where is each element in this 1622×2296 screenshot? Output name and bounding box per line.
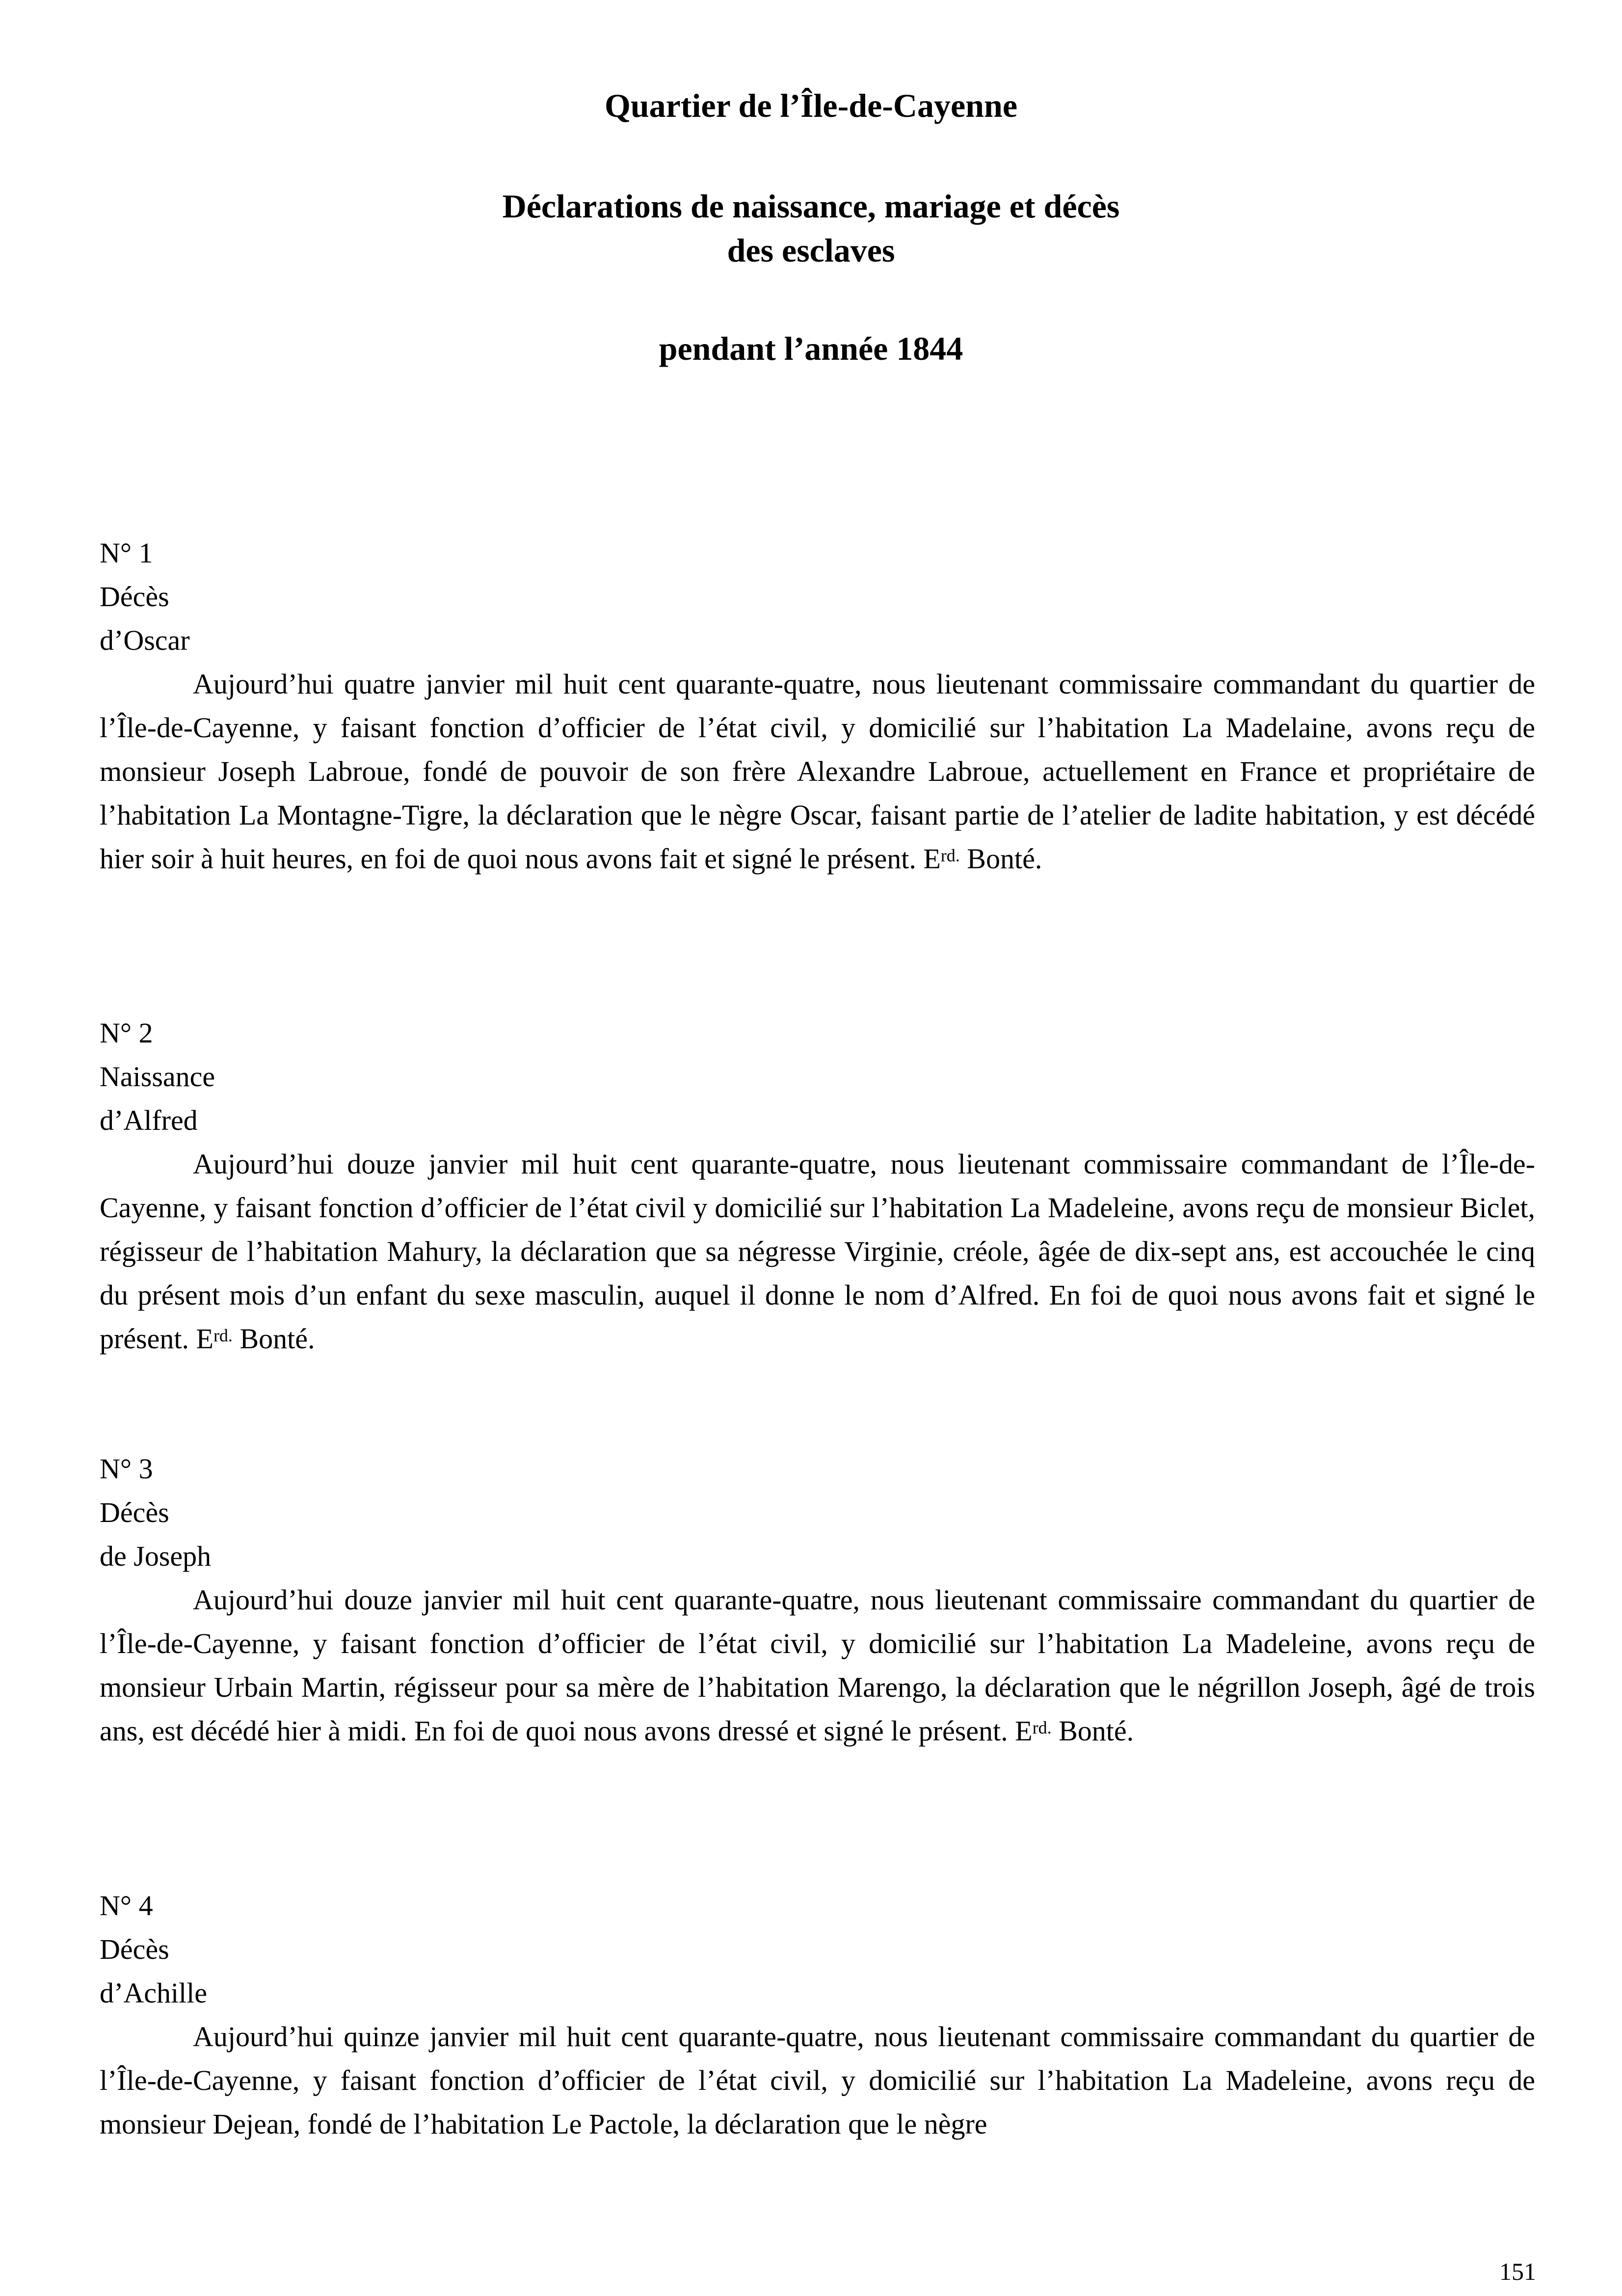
signature: [923, 843, 1042, 875]
signature-superscript: rd.: [213, 1326, 233, 1345]
entry-text: [100, 1578, 1535, 1753]
entry-name: d’Alfred: [100, 1104, 198, 1136]
entry-body: Aujourd’hui quatre janvier mil huit cent quarante-quatre, nous lieutenant commissaire commandant du quartier de l’Île-de-Cayenne, y faisant fonction d’officier de l’état civil, y domicilié sur l’habitation La Madelaine, avons reçu de monsieur Joseph Labroue, fondé de pouvoir de son frère Alexandre Labroue, actuellement en France et propriétaire de l’habitation La Montagne-Tigre, la déclaration que le nègre Oscar, faisant partie de l’atelier de ladite habitation, y est décédé hier soir à huit heures, en foi de quoi nous avons fait et signé le présent.: [100, 668, 1535, 875]
entry-2: [100, 1011, 1535, 1361]
signature-name: Bonté.: [232, 1323, 315, 1355]
entry-text: [100, 1142, 1535, 1361]
signature-superscript: rd.: [1032, 1718, 1052, 1737]
entry-type: Naissance: [100, 1061, 215, 1093]
entry-text: [100, 662, 1535, 881]
signature-initial: E: [1015, 1715, 1033, 1747]
signature: [1015, 1715, 1134, 1747]
entry-number: N° 4: [100, 1890, 153, 1922]
page-subtitle: [98, 184, 1524, 272]
entry-1: [100, 531, 1535, 881]
subtitle-line-2: des esclaves: [727, 232, 895, 269]
entry-type: Décès: [100, 581, 169, 613]
entry-number: N° 3: [100, 1453, 153, 1485]
entry-body: Aujourd’hui douze janvier mil huit cent quarante-quatre, nous lieutenant commissaire commandant du quartier de l’Île-de-Cayenne, y faisant fonction d’officier de l’état civil, y domicilié sur l’habitation La Madeleine, avons reçu de monsieur Urbain Martin, régisseur pour sa mère de l’habitation Marengo, la déclaration que le négrillon Joseph, âgé de trois ans, est décédé hier à midi. En foi de quoi nous avons dressé et signé le présent.: [100, 1584, 1535, 1747]
entry-4: [100, 1884, 1535, 2146]
signature-superscript: rd.: [940, 846, 960, 865]
signature-initial: E: [196, 1323, 213, 1355]
entry-name: d’Achille: [100, 1977, 208, 2009]
entry-body: Aujourd’hui douze janvier mil huit cent quarante-quatre, nous lieutenant commissaire commandant de l’Île-de-Cayenne, y faisant fonction d’officier de l’état civil y domicilié sur l’habitation La Madeleine, avons reçu de monsieur Biclet, régisseur de l’habitation Mahury, la déclaration que sa négresse Virginie, créole, âgée de dix-sept ans, est accouchée le cinq du présent mois d’un enfant du sexe masculin, auquel il donne le nom d’Alfred. En foi de quoi nous avons fait et signé le présent.: [100, 1148, 1535, 1355]
entry-name: de Joseph: [100, 1540, 212, 1572]
entry-3: [100, 1447, 1535, 1753]
entry-type: Décès: [100, 1933, 169, 1965]
page-title: Quartier de l’Île-de-Cayenne: [604, 87, 1018, 124]
entry-number: N° 1: [100, 537, 153, 569]
signature: [196, 1323, 315, 1355]
signature-name: Bonté.: [959, 843, 1042, 875]
entry-number: N° 2: [100, 1017, 153, 1049]
year-heading: pendant l’année 1844: [659, 330, 963, 367]
subtitle-line-1: Déclarations de naissance, mariage et décès: [502, 187, 1120, 225]
signature-name: Bonté.: [1051, 1715, 1134, 1747]
entry-name: d’Oscar: [100, 624, 190, 656]
entry-type: Décès: [100, 1496, 169, 1528]
entry-text: [100, 2015, 1535, 2146]
entry-body: Aujourd’hui quinze janvier mil huit cent quarante-quatre, nous lieutenant commissaire commandant du quartier de l’Île-de-Cayenne, y faisant fonction d’officier de l’état civil, y domicilié sur l’habitation La Madeleine, avons reçu de monsieur Dejean, fondé de l’habitation Le Pactole, la déclaration que le nègre: [100, 2021, 1535, 2140]
page-number: 151: [1499, 2258, 1536, 2285]
page-header: [98, 83, 1524, 371]
signature-initial: E: [923, 843, 941, 875]
